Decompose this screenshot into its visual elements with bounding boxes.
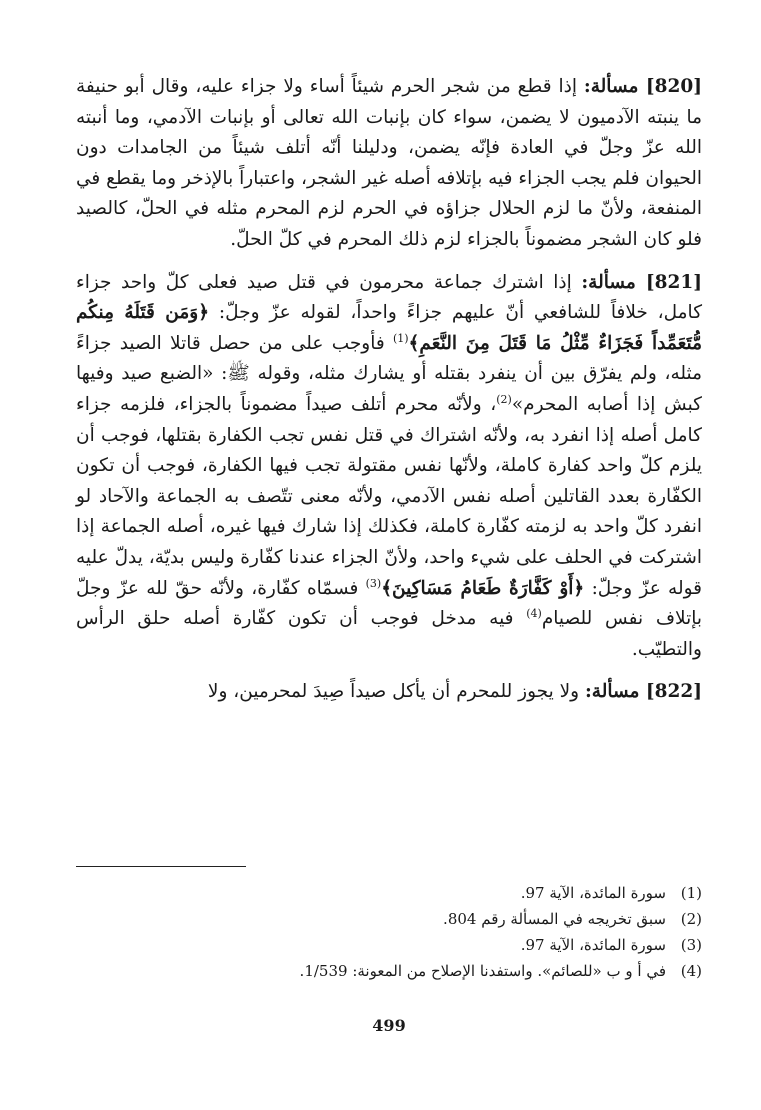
issue-heading: [821] مسألة: — [581, 271, 702, 293]
footnote-text: سورة المائدة، الآية 97. — [520, 884, 666, 902]
footnote-number: (1) — [680, 884, 702, 902]
page-number: 499 — [372, 1016, 406, 1035]
paragraph-text: فسمّاه كفّارة، ولأنّه حقّ لله عزّ وجلّ بإتلاف نفس للصيام — [76, 577, 703, 630]
footnote-item — [76, 880, 702, 906]
footnote-number: (2) — [680, 910, 702, 928]
quran-verse: ﴿أَوْ كَفَّارَةٌ طَعَامُ مَسَاكِينَ﴾ — [381, 577, 585, 599]
quran-verse: ﴿وَمَن قَتَلَهُ مِنكُم مُّتَعَمِّداً فَجَزَاءٌ مِّثْلُ مَا قَتَلَ مِنَ النَّعَمِ﴾ — [76, 302, 702, 354]
page-body — [76, 72, 703, 1035]
paragraph-text: فيه مدخل فوجب أن تكون كفّارة أصله حلق الرأس والتطيّب. — [76, 608, 702, 660]
footnote-marker: (1) — [392, 331, 409, 345]
footnote-text: سورة المائدة، الآية 97. — [520, 936, 666, 954]
footnote-text: في أ و ب «للصائم». واستفدنا الإصلاح من المعونة: 1/539. — [299, 962, 666, 980]
footnote-marker: (2) — [496, 392, 512, 406]
footnote-item — [76, 932, 702, 958]
issue-heading: [820] مسألة: — [583, 76, 702, 97]
paragraph-821 — [76, 268, 702, 666]
paragraph-text: فأوجب على من حصل قاتلا الصيد جزاءً مثله، ولم يفرّق بين أن ينفرد بقتله أو يشارك مثله، وقوله ﷺ: «الضبع صيد وفيها كبش إذا أصابه المحرم» — [76, 332, 702, 415]
footnote-number: (3) — [680, 936, 702, 954]
footnote-item — [76, 958, 702, 984]
paragraph-820 — [76, 72, 702, 256]
paragraph-text: إذا قطع من شجر الحرم شيئاً أساء ولا جزاء عليه، وقال أبو حنيفة ما ينبته الآدميون لا يضمن، سواء كان بإنبات الله تعالى أو بإنبات الآدمي، وما أنبته الله عزّ وجلّ في العادة فإنّه يضمن، ودليلنا أنّه أتلف شيئاً من الجامدات دون الحيوان فلم يجب الجزاء فيه بإتلافه أصله غير الشجر، واعتباراً بالإذخر وما يقطع في المنفعة، ولأنّ ما لزم الحلال جزاؤه في الحرم لزم المحرم مثله في الحلّ، كالصيد فلو كان الشجر مضموناً بالجزاء لزم ذلك المحرم في كلّ الحلّ. — [76, 76, 702, 250]
footnote-divider — [76, 866, 246, 867]
paragraph-text: إذا اشترك جماعة محرمون في قتل صيد فعلى كلّ واحد جزاء كامل، خلافاً للشافعي أنّ عليهم جزاءً واحداً، لقوله عزّ وجلّ: — [76, 271, 703, 324]
footnote-marker: (3) — [365, 576, 382, 590]
footnote-number: (4) — [680, 962, 702, 980]
footnote-marker: (4) — [526, 606, 542, 620]
paragraph-text: ولا يجوز للمحرم أن يأكل صيداً صِيدَ لمحرمين، ولا — [207, 681, 585, 703]
issue-heading: [822] مسألة: — [584, 681, 702, 703]
footnote-item — [76, 906, 702, 932]
paragraph-822 — [76, 677, 702, 708]
paragraph-text: ، ولأنّه محرم أتلف صيداً مضموناً بالجزاء، فلزمه جزاء كامل أصله إذا انفرد به، ولأنّه اشتراك في قتل نفس تجب الكفارة بقتلها، فوجب أن يلزم كلّ واحد كفارة كاملة، ولأنّها نفس مقتولة تجب فيها الكفارة، فوجب أن تكون الكفّارة بعدد القاتلين أصله نفس الآدمي، ولأنّه معنى تتّصف به الجماعة والآحاد لو انفرد كلّ واحد به لزمته كفّارة كاملة، فكذلك إذا شارك فيها غيره، أصله الجماعة إذا اشتركت في الحلف على شيء واحد، ولأنّ الجزاء عندنا كفّارة وليس بديّة، يدلّ عليه قوله عزّ وجلّ: — [76, 393, 702, 599]
footnotes-list — [76, 880, 702, 984]
footnote-text: سبق تخريجه في المسألة رقم 804. — [443, 910, 666, 928]
